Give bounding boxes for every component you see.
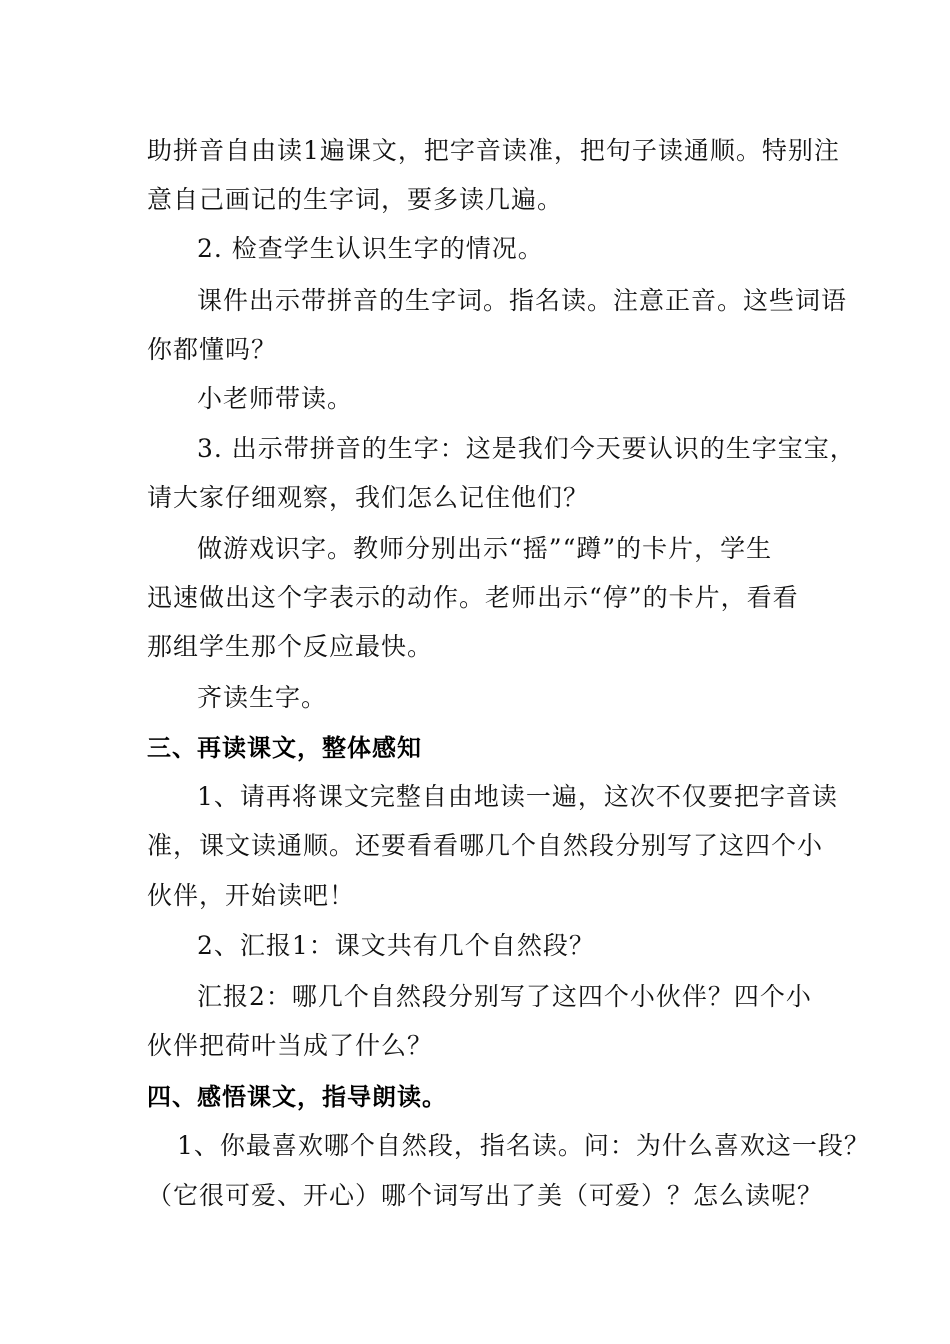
text-line: 2、汇报1：课文共有几个自然段？ — [197, 931, 595, 960]
text-line: 意自己画记的生字词，要多读几遍。 — [147, 185, 564, 214]
text-line: 小老师带读。 — [197, 384, 354, 413]
text-line: 3. 出示带拼音的生字：这是我们今天要认识的生字宝宝， — [197, 434, 856, 463]
text-line: 助拼音自由读1遍课文，把字音读准，把句子读通顺。特别注 — [147, 136, 840, 165]
text-line: （它很可爱、开心）哪个词写出了美（可爱）？怎么读呢？ — [147, 1181, 824, 1210]
text-line: 做游戏识字。教师分别出示“摇”“蹲”的卡片，学生 — [197, 534, 773, 563]
text-line: 齐读生字。 — [197, 683, 328, 712]
text-line: 1、请再将课文完整自由地读一遍，这次不仅要把字音读 — [197, 782, 838, 811]
text-line: 2. 检查学生认识生字的情况。 — [197, 234, 544, 263]
text-line: 迅速做出这个字表示的动作。老师出示“停”的卡片，看看 — [147, 583, 799, 612]
text-line: 那组学生那个反应最快。 — [147, 632, 434, 661]
text-line: 伙伴，开始读吧！ — [147, 881, 356, 910]
text-line: 伙伴把荷叶当成了什么？ — [147, 1031, 434, 1060]
text-line: 1、你最喜欢哪个自然段，指名读。问：为什么喜欢这一段？ — [177, 1131, 870, 1160]
text-line: 你都懂吗？ — [147, 335, 278, 364]
section-heading: 四、感悟课文，指导朗读。 — [147, 1083, 447, 1111]
text-line: 请大家仔细观察，我们怎么记住他们？ — [147, 483, 590, 512]
text-line: 汇报2：哪几个自然段分别写了这四个小伙伴？四个小 — [197, 982, 812, 1011]
text-line: 准，课文读通顺。还要看看哪几个自然段分别写了这四个小 — [147, 831, 824, 860]
section-heading: 三、再读课文，整体感知 — [147, 734, 422, 762]
text-line: 课件出示带拼音的生字词。指名读。注意正音。这些词语 — [197, 286, 848, 315]
